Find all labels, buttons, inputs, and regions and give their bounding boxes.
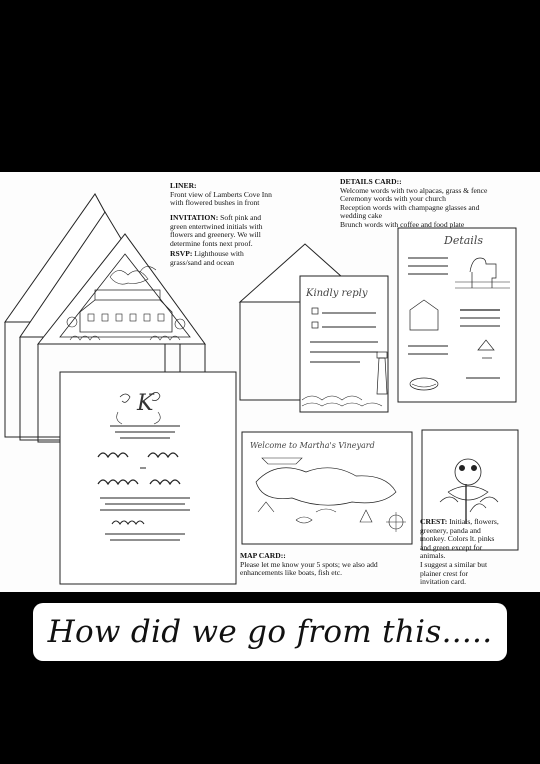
invitation-card (60, 372, 236, 584)
details-card (398, 228, 516, 402)
invitation-note-heading: INVITATION: (170, 213, 219, 222)
crest-note-line: monkey. Colors lt. pinks (420, 534, 495, 544)
details-note-line: Welcome words with two alpacas, grass & fence (340, 185, 488, 195)
crest-note-line: I suggest a similar but (420, 559, 488, 569)
details-card-title: Details (444, 234, 483, 247)
caption-text: How did we go from this..... (47, 614, 493, 650)
svg-text:K: K (137, 391, 154, 416)
map-note (240, 552, 430, 578)
details-note (340, 178, 540, 230)
invitation-note-text: Soft pink and (220, 213, 262, 222)
crest-note-line: greenery, panda and (420, 525, 481, 535)
crest-note (420, 518, 532, 587)
crest-note-text: Initials, flowers, (449, 517, 499, 526)
liner-note-line: with flowered bushes in front (170, 198, 260, 208)
crest-note-heading: CREST: (420, 517, 448, 526)
crest-note-line: animals. (420, 551, 446, 561)
details-note-line: Brunch words with coffee and food plate (340, 219, 465, 229)
rsvp-note-heading: RSVP: (170, 249, 193, 258)
details-note-line: wedding cake (340, 211, 382, 221)
rsvp-note (170, 250, 280, 267)
invitation-note-line: flowers and greenery. We will (170, 230, 261, 240)
map-note-heading: MAP CARD:: (240, 551, 286, 560)
caption-box (33, 603, 507, 661)
invitation-note-line: determine fonts next proof. (170, 238, 253, 248)
crest-note-line: invitation card. (420, 577, 466, 587)
sketch-sheet (0, 172, 540, 592)
liner-note (170, 182, 290, 208)
invitation-note (170, 214, 295, 248)
crest-note-line: and green except for (420, 542, 483, 552)
rsvp-note-text: Lighthouse with (194, 249, 244, 258)
liner-note-line: Front view of Lamberts Cove Inn (170, 189, 272, 199)
liner-note-heading: LINER: (170, 181, 197, 190)
details-note-heading: DETAILS CARD:: (340, 177, 402, 186)
map-card-title: Welcome to Martha's Vineyard (250, 441, 375, 450)
details-note-line: Reception words with champagne glasses and (340, 202, 480, 212)
rsvp-note-line: grass/sand and ocean (170, 257, 235, 267)
invitation-note-line: green entertwined initials with (170, 221, 263, 231)
details-note-line: Ceremony words with your church (340, 194, 446, 204)
rsvp-card-title: Kindly reply (306, 288, 368, 299)
map-note-line: Please let me know your 5 spots; we also add (240, 559, 378, 569)
map-note-line: enhancements like boats, fish etc. (240, 568, 343, 578)
crest-note-line: plainer crest for (420, 568, 469, 578)
